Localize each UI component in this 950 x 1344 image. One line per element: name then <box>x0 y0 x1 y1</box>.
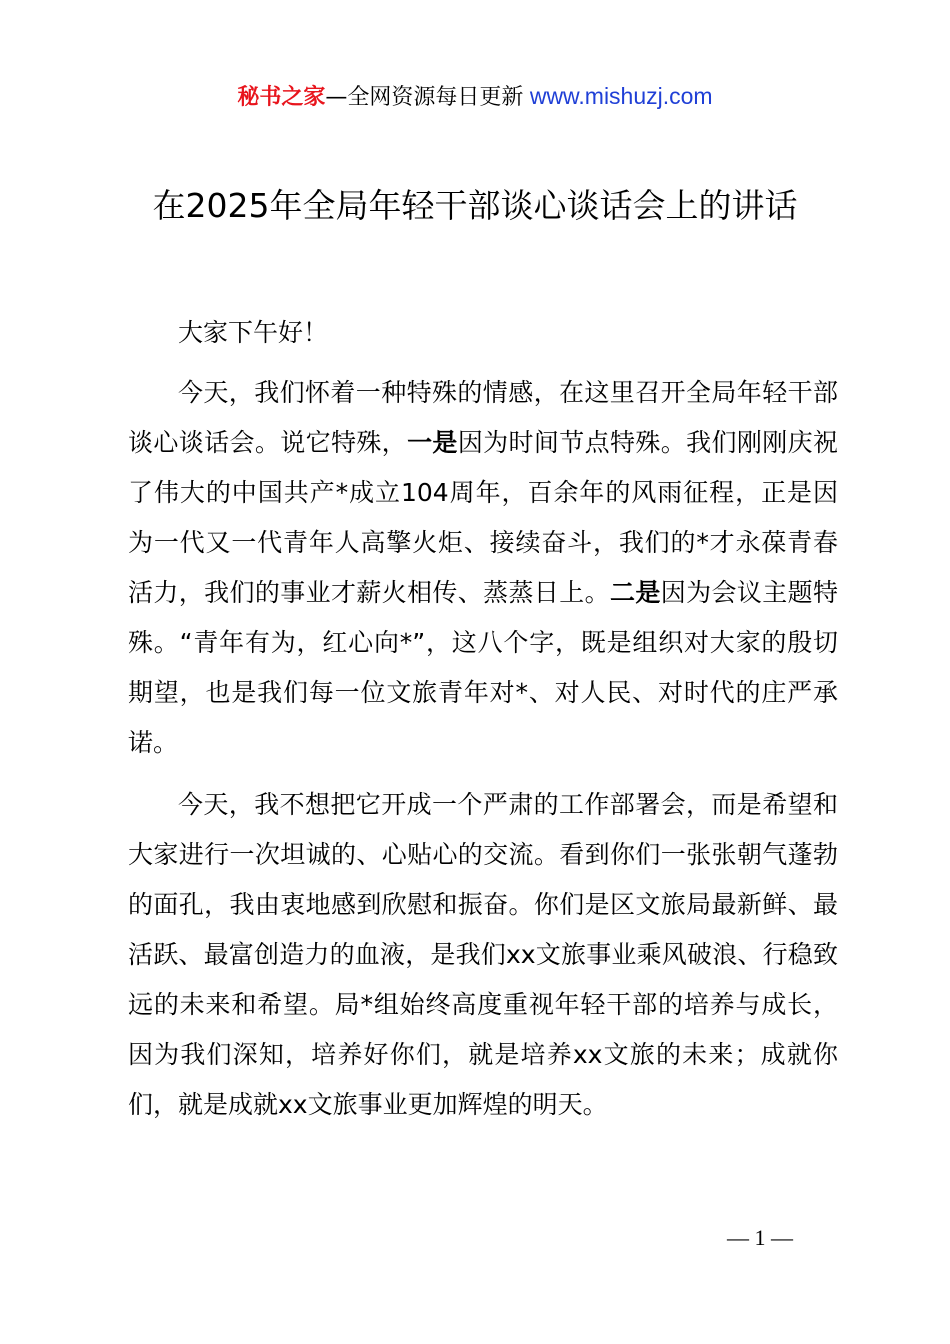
point-one-label: 一是 <box>407 428 458 457</box>
paragraph-1 <box>128 368 838 768</box>
page-header <box>0 80 950 114</box>
brand-name: 秘书之家 <box>237 85 326 110</box>
page-number: — 1 — <box>727 1225 793 1250</box>
header-slogan: —全网资源每日更新 <box>325 85 524 110</box>
greeting-paragraph: 大家下午好！ <box>178 318 329 347</box>
point-two-label: 二是 <box>610 578 661 607</box>
paragraph-2: 今天，我不想把它开成一个严肃的工作部署会，而是希望和大家进行一次坦诚的、心贴心的交流。看到你们一张张朝气蓬勃的面孔，我由衷地感到欣慰和振奋。你们是区文旅局最新鲜、最活跃、最富创造力的血液，是我们xx文旅事业乘风破浪、行稳致远的未来和希望。局*组始终高度重视年轻干部的培养与成长，因为我们深知，培养好你们，就是培养xx文旅的未来；成就你们，就是成就xx文旅事业更加辉煌的明天。 <box>128 790 838 1119</box>
paragraph-1-text-2: 因为时间节点特殊。我们刚刚庆祝了伟大的中国共产*成立104周年，百余年的风雨征程，正是因为一代又一代青年人高擎火炬、接续奋斗，我们的*才永葆青春活力，我们的事业才薪火相传、蒸蒸日上。 <box>128 428 838 607</box>
website-link[interactable]: www.mishuzj.com <box>523 83 713 109</box>
paragraph-1-text-1: 今天，我们怀着一种特殊的情感，在这里召开全局年轻干部谈心谈话会。说它特殊， <box>128 378 838 457</box>
paragraph-1-text-3: 因为会议主题特殊。“青年有为，红心向*”，这八个字，既是组织对大家的殷切期望，也是我们每一位文旅青年对*、对人民、对时代的庄严承诺。 <box>128 578 838 757</box>
document-body <box>128 308 838 1142</box>
document-title: 在2025年全局年轻干部谈心谈话会上的讲话 <box>152 186 798 225</box>
